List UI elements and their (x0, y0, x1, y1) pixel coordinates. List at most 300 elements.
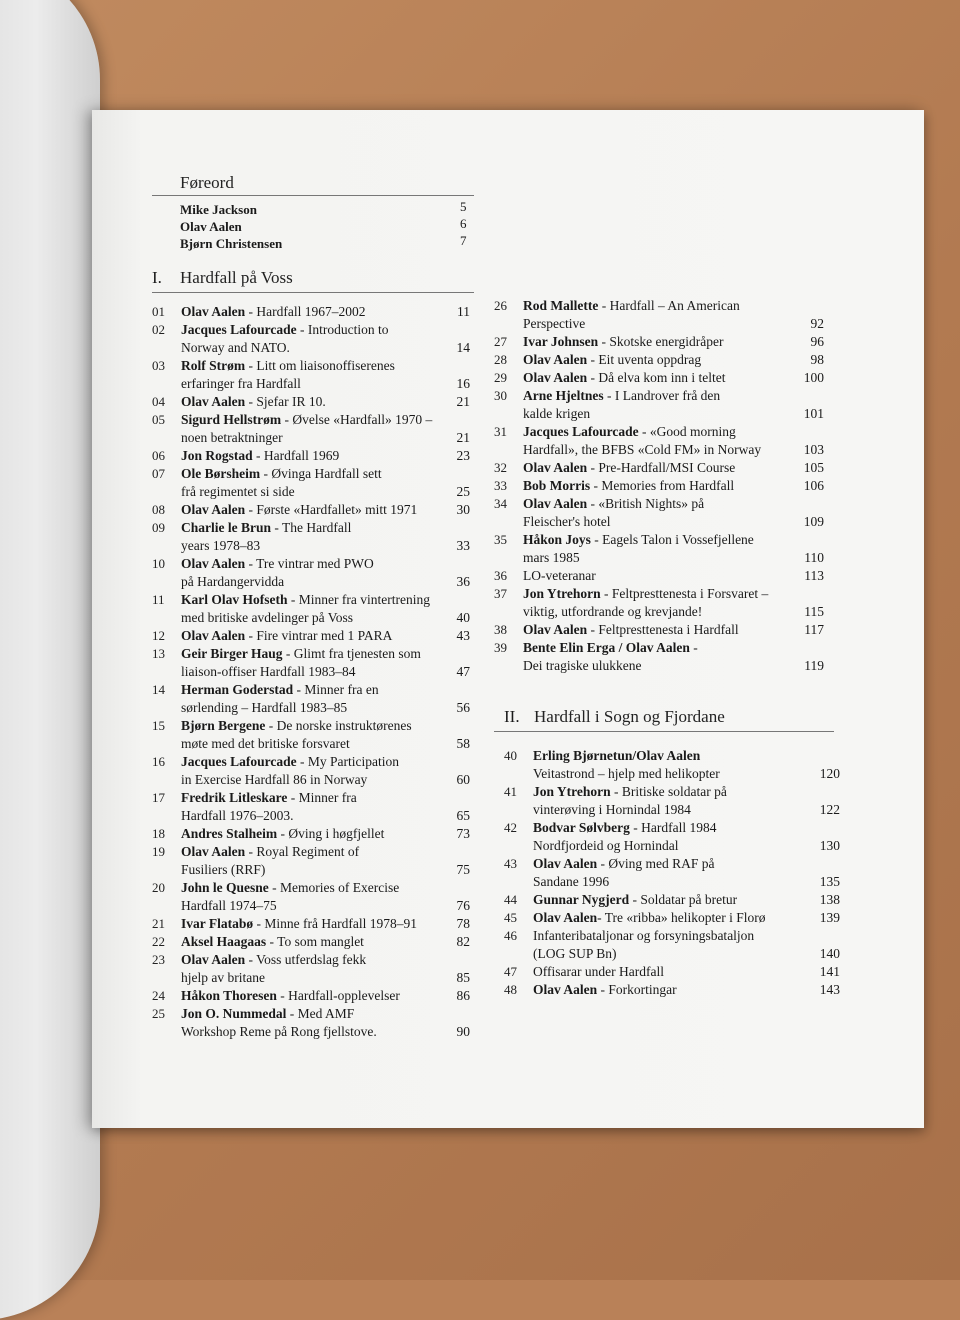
entry-page-number: 60 (456, 772, 470, 787)
entry-title (181, 843, 440, 879)
foreord-rule (152, 195, 474, 196)
entry-number: 05 (152, 412, 165, 427)
entry-author: Olav Aalen (181, 394, 246, 409)
entry-subtitle: - Forkortingar (597, 982, 677, 997)
entry-line-1 (523, 585, 794, 603)
foreord-author: Mike Jackson (180, 202, 257, 217)
entry-number: 37 (494, 586, 507, 601)
entry-author: Geir Birger Haug (181, 646, 283, 661)
entry-title (533, 819, 810, 855)
toc-entry (152, 915, 470, 933)
entry-line-2: Hardfall 1974–75 (181, 898, 277, 913)
entry-page-number: 30 (456, 502, 470, 517)
entry-page-number: 58 (456, 736, 470, 751)
entry-page-number: 82 (456, 934, 470, 949)
entry-line-1 (523, 423, 794, 441)
entry-subtitle: - Pre-Hardfall/MSI Course (587, 460, 736, 475)
entry-author: Fredrik Litleskare (181, 790, 288, 805)
entry-subtitle: - Hardfall 1984 (629, 820, 717, 835)
entry-line-2: noen betraktninger (181, 430, 283, 445)
entry-author: Sigurd Hellstrøm (181, 412, 282, 427)
entry-title (523, 423, 794, 459)
toc-entry (152, 555, 470, 591)
entry-author: Olav Aalen (181, 556, 246, 571)
entry-line-1 (181, 1005, 440, 1023)
entry-line-2: kalde krigen (523, 406, 591, 421)
entry-subtitle: - Feltpresttenesta i Forsvaret – (600, 586, 769, 601)
toc-entry (152, 717, 470, 753)
entry-title (533, 909, 810, 927)
entry-page-number: 140 (819, 946, 840, 961)
entry-line-1 (181, 753, 440, 771)
entry-line-2: Nordfjordeid og Hornindal (533, 838, 679, 853)
entry-number: 36 (494, 568, 507, 583)
entry-number: 28 (494, 352, 507, 367)
entry-author: Ivar Johnsen (523, 334, 599, 349)
entry-page-number: 138 (819, 892, 840, 907)
entry-author: Herman Goderstad (181, 682, 294, 697)
entry-page-number: 109 (803, 514, 824, 529)
entry-title (181, 303, 440, 321)
entry-line-1 (181, 987, 440, 1005)
entry-title (181, 393, 440, 411)
entry-author: Jon Ytrehorn (523, 586, 601, 601)
entry-page-number: 21 (456, 394, 470, 409)
entry-author: Bob Morris (523, 478, 591, 493)
entry-line-1 (533, 783, 810, 801)
entry-number: 26 (494, 298, 507, 313)
toc-entry (152, 681, 470, 717)
entry-number: 23 (152, 952, 165, 967)
entry-page-number: 76 (456, 898, 470, 913)
entry-page-number: 40 (456, 610, 470, 625)
entry-page-number: 101 (803, 406, 824, 421)
entry-number: 29 (494, 370, 507, 385)
entry-line-2: erfaringer fra Hardfall (181, 376, 301, 391)
entry-subtitle: - Øvelse «Hardfall» 1970 – (281, 412, 433, 427)
section-1-rule (152, 292, 474, 293)
entry-line-2: Perspective (523, 316, 586, 331)
entry-number: 11 (152, 592, 165, 607)
entry-number: 40 (504, 748, 517, 763)
entry-title (181, 951, 440, 987)
entry-page-number: 25 (456, 484, 470, 499)
entry-page-number: 117 (804, 622, 824, 637)
entry-line-2: years 1978–83 (181, 538, 261, 553)
entry-title (523, 369, 794, 387)
entry-title (181, 789, 440, 825)
entry-line-2: Fusiliers (RRF) (181, 862, 266, 877)
entry-title (523, 621, 794, 639)
entry-number: 31 (494, 424, 507, 439)
entry-title (523, 567, 794, 585)
entry-page-number: 100 (803, 370, 824, 385)
entry-page-number: 78 (456, 916, 470, 931)
entry-number: 32 (494, 460, 507, 475)
entry-subtitle: - Hardfall 1967–2002 (245, 304, 366, 319)
entry-line-1 (181, 645, 440, 663)
entry-line-1 (181, 825, 440, 843)
toc-entry (494, 369, 824, 387)
toc-entry (494, 387, 824, 423)
entry-subtitle: - Eit uventa oppdrag (587, 352, 702, 367)
entry-page-number: 141 (819, 964, 840, 979)
entry-title (523, 387, 794, 423)
toc-entry (494, 495, 824, 531)
toc-entry (152, 1005, 470, 1041)
entry-number: 02 (152, 322, 165, 337)
entry-author: Olav Aalen (533, 982, 598, 997)
entry-number: 16 (152, 754, 165, 769)
entry-author: Ivar Flatabø (181, 916, 254, 931)
entry-page-number: 106 (803, 478, 824, 493)
entry-page-number: 86 (456, 988, 470, 1003)
entry-line-1 (533, 963, 810, 981)
toc-entry (504, 981, 840, 999)
toc-entry (152, 519, 470, 555)
section-1-number: I. (152, 268, 162, 287)
entry-line-1 (523, 621, 794, 639)
entry-author: Håkon Joys (523, 532, 591, 547)
entry-line-1 (181, 465, 440, 483)
toc-entry (152, 411, 470, 447)
entry-page-number: 33 (456, 538, 470, 553)
entry-subtitle: - De norske instruktørenes (265, 718, 412, 733)
entry-title (523, 585, 794, 621)
entry-title (533, 855, 810, 891)
entry-title (523, 477, 794, 495)
entry-author: Olav Aalen (523, 496, 588, 511)
toc-entry (152, 591, 470, 627)
entry-author: Olav Aalen (181, 502, 246, 517)
entry-title (181, 465, 440, 501)
entry-number: 38 (494, 622, 507, 637)
entry-number: 07 (152, 466, 165, 481)
entry-title (533, 747, 810, 783)
entry-page-number: 115 (804, 604, 824, 619)
toc-entry (494, 639, 824, 675)
entry-page-number: 135 (819, 874, 840, 889)
entry-title (181, 321, 440, 357)
entry-title (181, 501, 440, 519)
entry-title (181, 753, 440, 789)
entry-subtitle: - Hardfall – An American (598, 298, 740, 313)
entry-subtitle: LO-veteranar (523, 568, 596, 583)
toc-entry (152, 789, 470, 825)
toc-entry (152, 987, 470, 1005)
entry-author: Rolf Strøm (181, 358, 246, 373)
entry-subtitle: - Royal Regiment of (245, 844, 360, 859)
entry-page-number: 65 (456, 808, 470, 823)
section-2-title: Hardfall i Sogn og Fjordane (534, 707, 725, 726)
toc-entry (152, 501, 470, 519)
entry-author: Karl Olav Hofseth (181, 592, 288, 607)
toc-entry (494, 459, 824, 477)
entry-page-number: 103 (803, 442, 824, 457)
entry-line-1 (523, 567, 794, 585)
entry-subtitle: - Sjefar IR 10. (245, 394, 326, 409)
entry-author: Håkon Thoresen (181, 988, 277, 1003)
entry-title (523, 333, 794, 351)
entry-author: Jacques Lafourcade (181, 754, 297, 769)
entry-number: 46 (504, 928, 517, 943)
entry-title (523, 297, 794, 333)
toc-entry (152, 321, 470, 357)
entry-line-1 (533, 819, 810, 837)
entry-line-1 (181, 303, 440, 321)
toc-entry (494, 585, 824, 621)
toc-entry (494, 423, 824, 459)
entry-page-number: 143 (819, 982, 840, 997)
entry-line-2: in Exercise Hardfall 86 in Norway (181, 772, 368, 787)
entry-page-number: 21 (456, 430, 470, 445)
entry-subtitle: - Då elva kom inn i teltet (587, 370, 726, 385)
entry-page-number: 43 (456, 628, 470, 643)
entry-line-2: viktig, utfordrande og krevjande! (523, 604, 703, 619)
toc-entry (494, 477, 824, 495)
entry-title (181, 681, 440, 717)
entry-subtitle: - Minner fra vintertrening (287, 592, 430, 607)
table-of-contents (92, 110, 924, 1128)
section-2-number: II. (504, 707, 520, 726)
entry-line-1 (523, 459, 794, 477)
entry-line-1 (181, 933, 440, 951)
entry-number: 24 (152, 988, 165, 1003)
entry-number: 08 (152, 502, 165, 517)
toc-entry (504, 783, 840, 819)
entry-line-1 (181, 681, 440, 699)
entry-line-1 (181, 393, 440, 411)
entry-line-2: Hardfall 1976–2003. (181, 808, 294, 823)
entry-page-number: 90 (456, 1024, 470, 1039)
entry-title (181, 645, 440, 681)
toc-entry (152, 393, 470, 411)
entry-subtitle: - Tre «ribba» helikopter i Florø (597, 910, 766, 925)
entry-author: Erling Bjørnetun/Olav Aalen (533, 748, 701, 763)
entry-page-number: 56 (456, 700, 470, 715)
toc-entry (152, 447, 470, 465)
toc-entry (494, 621, 824, 639)
entry-number: 10 (152, 556, 165, 571)
entry-line-1 (181, 915, 440, 933)
entry-subtitle: - Memories from Hardfall (590, 478, 735, 493)
entry-author: Jacques Lafourcade (181, 322, 297, 337)
entry-title (181, 591, 440, 627)
entry-number: 47 (504, 964, 517, 979)
entry-line-1 (523, 351, 794, 369)
entry-page-number: 122 (819, 802, 840, 817)
entry-page-number: 119 (804, 658, 824, 673)
entry-number: 35 (494, 532, 507, 547)
entry-line-2: Norway and NATO. (181, 340, 290, 355)
entry-author: Jon O. Nummedal (181, 1006, 287, 1021)
entry-number: 25 (152, 1006, 165, 1021)
entry-author: Olav Aalen (181, 628, 246, 643)
entry-number: 20 (152, 880, 165, 895)
entry-line-1 (181, 447, 440, 465)
entry-line-1 (523, 531, 794, 549)
toc-entry (504, 819, 840, 855)
foreord-page: 5 (460, 199, 467, 214)
entry-line-2: med britiske avdelinger på Voss (181, 610, 353, 625)
entry-number: 03 (152, 358, 165, 373)
entry-title (181, 915, 440, 933)
entry-page-number: 113 (804, 568, 824, 583)
entry-line-1 (523, 333, 794, 351)
toc-entry (494, 297, 824, 333)
entry-line-1 (181, 879, 440, 897)
entry-number: 27 (494, 334, 507, 349)
entry-page-number: 11 (457, 304, 470, 319)
entry-page-number: 98 (810, 352, 824, 367)
entry-subtitle: - «British Nights» på (587, 496, 705, 511)
entry-line-2: Veitastrond – hjelp med helikopter (533, 766, 720, 781)
entry-subtitle: - Minner fra en (293, 682, 379, 697)
toc-entry (494, 351, 824, 369)
entry-number: 39 (494, 640, 507, 655)
entry-line-2: vinterøving i Hornindal 1984 (533, 802, 691, 817)
entry-number: 43 (504, 856, 517, 871)
entry-title (533, 783, 810, 819)
toc-entry (152, 753, 470, 789)
entry-number: 04 (152, 394, 165, 409)
entry-page-number: 110 (804, 550, 824, 565)
entry-number: 19 (152, 844, 165, 859)
entry-author: Olav Aalen (533, 856, 598, 871)
entry-line-1 (533, 927, 810, 945)
entry-subtitle: - To som manglet (266, 934, 364, 949)
entry-author: Jon Ytrehorn (533, 784, 611, 799)
entry-title (533, 927, 810, 963)
entry-number: 45 (504, 910, 517, 925)
entry-title (181, 879, 440, 915)
entry-author: Ole Børsheim (181, 466, 261, 481)
entry-author: Charlie le Brun (181, 520, 271, 535)
entry-author: Aksel Haagaas (181, 934, 267, 949)
entry-page-number: 23 (456, 448, 470, 463)
entry-author: Olav Aalen (533, 910, 598, 925)
entry-line-2: frå regimentet si side (181, 484, 295, 499)
toc-entry (504, 747, 840, 783)
entry-title (181, 519, 440, 555)
entry-line-1 (181, 717, 440, 735)
entry-number: 42 (504, 820, 517, 835)
entry-title (523, 459, 794, 477)
entry-subtitle: - Tre vintrar med PWO (245, 556, 374, 571)
toc-entry (152, 357, 470, 393)
entry-subtitle: Offisarar under Hardfall (533, 964, 664, 979)
entry-page-number: 96 (810, 334, 824, 349)
entry-author: Olav Aalen (523, 622, 588, 637)
entry-author: Olav Aalen (523, 370, 588, 385)
entry-page-number: 92 (810, 316, 824, 331)
entry-line-2: sørlending – Hardfall 1983–85 (181, 700, 348, 715)
entry-author: Olav Aalen (181, 304, 246, 319)
entry-author: Bodvar Sølvberg (533, 820, 630, 835)
entry-author: Olav Aalen (181, 844, 246, 859)
entry-subtitle: - Første «Hardfallet» mitt 1971 (245, 502, 418, 517)
foreord-page: 7 (460, 233, 467, 248)
entry-title (523, 351, 794, 369)
entry-line-1 (533, 909, 810, 927)
entry-title (181, 627, 440, 645)
entry-subtitle: - Eagels Talon i Vossefjellene (590, 532, 754, 547)
toc-entry (504, 891, 840, 909)
entry-title (181, 357, 440, 393)
entry-page-number: 36 (456, 574, 470, 589)
entry-number: 06 (152, 448, 165, 463)
entry-page-number: 120 (819, 766, 840, 781)
entry-line-1 (523, 387, 794, 405)
entry-number: 22 (152, 934, 165, 949)
entry-page-number: 14 (456, 340, 470, 355)
entry-line-1 (181, 555, 440, 573)
entry-subtitle: - Øving i høgfjellet (277, 826, 385, 841)
entry-subtitle: - Minner fra (287, 790, 357, 805)
entry-line-1 (523, 369, 794, 387)
entry-number: 21 (152, 916, 165, 931)
entry-line-2: liaison-offiser Hardfall 1983–84 (181, 664, 356, 679)
book-page (92, 110, 924, 1128)
entry-number: 30 (494, 388, 507, 403)
entry-page-number: 16 (456, 376, 470, 391)
entry-subtitle: - Med AMF (286, 1006, 355, 1021)
entry-title (523, 531, 794, 567)
entry-line-1 (181, 519, 440, 537)
entry-author: Gunnar Nygjerd (533, 892, 630, 907)
foreord-author: Olav Aalen (180, 219, 242, 234)
entry-subtitle: - Fire vintrar med 1 PARA (245, 628, 393, 643)
entry-subtitle: - I Landrover frå den (603, 388, 721, 403)
entry-line-1 (533, 855, 810, 873)
entry-number: 34 (494, 496, 507, 511)
entry-subtitle: - (689, 640, 698, 655)
entry-line-1 (181, 843, 440, 861)
entry-subtitle: - Glimt fra tjenesten som (282, 646, 421, 661)
entry-page-number: 130 (819, 838, 840, 853)
toc-entry (152, 933, 470, 951)
entry-title (181, 933, 440, 951)
toc-entry (504, 963, 840, 981)
entry-subtitle: - My Participation (296, 754, 399, 769)
entry-subtitle: - The Hardfall (271, 520, 352, 535)
entry-line-1 (523, 477, 794, 495)
toc-entry (494, 567, 824, 585)
entry-page-number: 139 (819, 910, 840, 925)
entry-author: Rod Mallette (523, 298, 599, 313)
entry-subtitle: - «Good morning (638, 424, 736, 439)
entry-line-2: Workshop Reme på Rong fjellstove. (181, 1024, 377, 1039)
entry-author: Olav Aalen (523, 352, 588, 367)
entry-number: 01 (152, 304, 165, 319)
toc-entry (494, 531, 824, 567)
toc-entry (152, 843, 470, 879)
entry-page-number: 75 (456, 862, 470, 877)
entry-number: 48 (504, 982, 517, 997)
toc-entry (152, 303, 470, 321)
entry-author: John le Quesne (181, 880, 269, 895)
entry-subtitle: - Øvinga Hardfall sett (260, 466, 382, 481)
entry-number: 09 (152, 520, 165, 535)
entry-line-1 (533, 747, 810, 765)
entry-line-1 (533, 891, 810, 909)
entry-author: Jon Rogstad (181, 448, 253, 463)
entry-subtitle: - Minne frå Hardfall 1978–91 (253, 916, 417, 931)
entry-title (181, 411, 440, 447)
foreord-page: 6 (460, 216, 467, 231)
entry-number: 17 (152, 790, 165, 805)
entry-title (533, 981, 810, 999)
